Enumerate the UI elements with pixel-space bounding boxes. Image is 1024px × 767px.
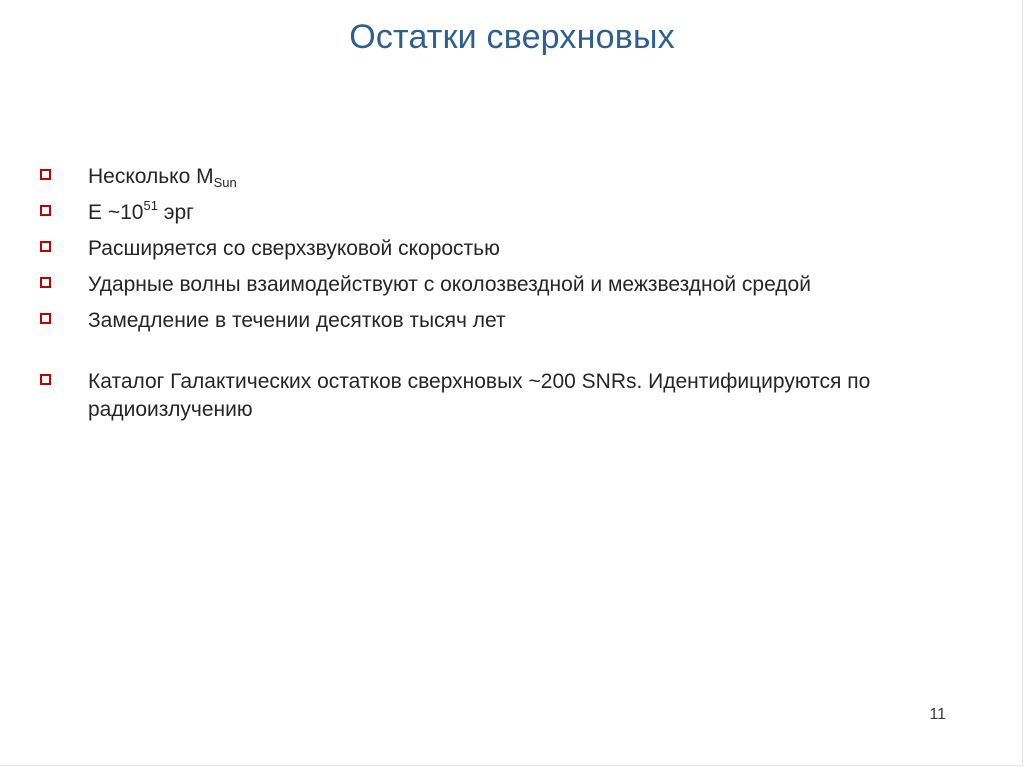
bullet-list (40, 163, 990, 432)
bullet-text: Несколько $M_{Sun}$ (88, 165, 237, 190)
subscript: Sun (213, 175, 237, 190)
bullet-text: Каталог Галактических остатков сверхновых ~200 SNRs. Идентифицируются по радиоизлучению (88, 370, 871, 421)
bullet-item (40, 163, 990, 191)
hollow-square-icon (40, 313, 51, 324)
hollow-square-icon (40, 374, 51, 385)
bullet-text: E $\sim 10^{51}$ эрг (88, 198, 194, 224)
bullet-item (40, 235, 990, 263)
hollow-square-icon (40, 169, 51, 180)
superscript: 51 (143, 198, 158, 213)
bullet-text: Ударные волны взаимодействуют с околозвездной и межзвездной средой (88, 273, 811, 296)
hollow-square-icon (40, 205, 51, 216)
bullet-item (40, 199, 990, 227)
bullet-item (40, 271, 990, 299)
bullet-item (40, 368, 990, 424)
hollow-square-icon (40, 277, 51, 288)
bullet-item (40, 307, 990, 335)
bullet-text: Расширяется со сверхзвуковой скоростью (88, 237, 500, 260)
hollow-square-icon (40, 241, 51, 252)
bullet-text: Замедление в течении десятков тысяч лет (88, 309, 506, 332)
slide-title: Остатки сверхновых (349, 18, 675, 56)
page-number: 11 (929, 706, 946, 723)
